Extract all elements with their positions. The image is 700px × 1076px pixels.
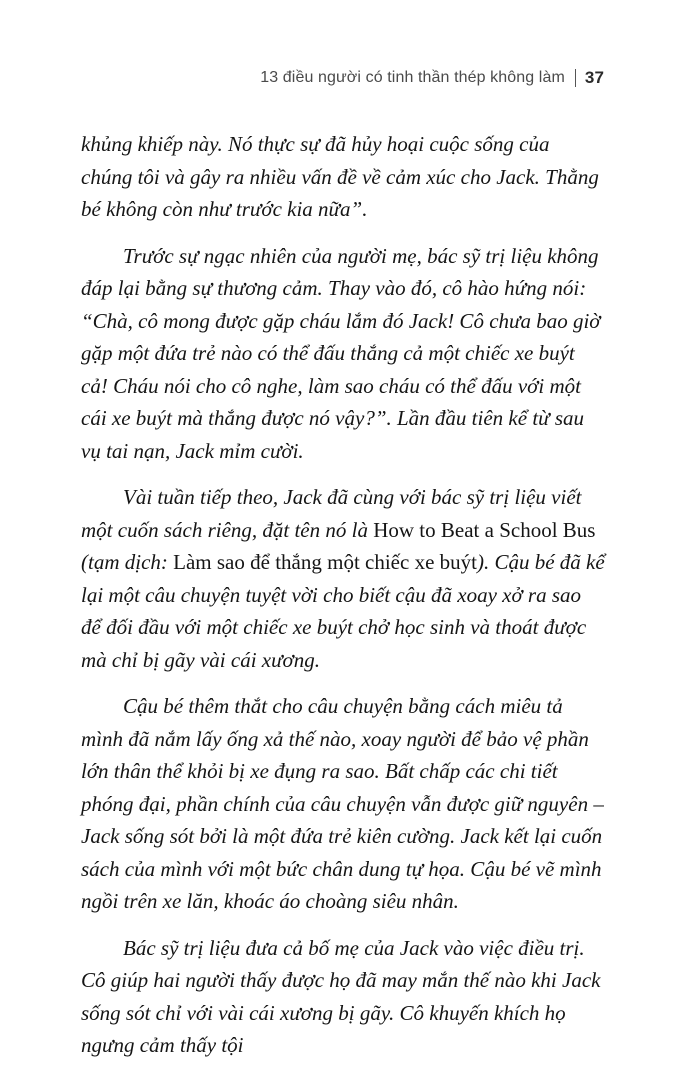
paragraph-3-text-before: Vài tuần tiếp theo, Jack đã cùng với bác sỹ trị liệu viết một cuốn sách riêng, đặt tên nó là [81, 485, 582, 542]
page-number: 37 [584, 68, 604, 87]
book-title: 13 điều người có tinh thần thép không làm [260, 69, 565, 86]
paragraph-3-text-after: ). Cậu bé đã kể lại một câu chuyện tuyệt vời cho biết cậu đã xoay xở ra sao để đối đầu với một chiếc xe buýt chở học sinh và thoát được mà chỉ bị gãy vài cái xương. [81, 550, 605, 672]
running-header [260, 68, 604, 88]
paragraph-2: Trước sự ngạc nhiên của người mẹ, bác sỹ trị liệu không đáp lại bằng sự thương cảm. Thay vào đó, cô hào hứng nói: “Chà, cô mong được gặp cháu lắm đó Jack! Cô chưa bao giờ gặp một đứa trẻ nào có thể đấu thắng cả một chiếc xe buýt cả! Cháu nói cho cô nghe, làm sao cháu có thể đấu với một cái xe buýt mà thắng được nó vậy?”. Lần đầu tiên kể từ sau vụ tai nạn, Jack mỉm cười. [81, 243, 601, 463]
paragraph-1: khủng khiếp này. Nó thực sự đã hủy hoại cuộc sống của chúng tôi và gây ra nhiều vấn đề về cảm xúc cho Jack. Thằng bé không còn như trước kia nữa”. [81, 132, 599, 221]
page-body [81, 128, 606, 1076]
paragraph-4: Cậu bé thêm thắt cho câu chuyện bằng cách miêu tả mình đã nắm lấy ống xả thế nào, xoay người để bảo vệ phần lớn thân thể khỏi bị xe đụng ra sao. Bất chấp các chi tiết phóng đại, phần chính của câu chuyện vẫn được giữ nguyên – Jack sống sót bởi là một đứa trẻ kiên cường. Jack kết lại cuốn sách của mình với một bức chân dung tự họa. Cậu bé vẽ mình ngồi trên xe lăn, khoác áo choàng siêu nhân. [81, 694, 604, 913]
book-title-english: How to Beat a School Bus [373, 517, 596, 542]
paragraph-3-text-middle: (tạm dịch: [81, 550, 174, 574]
header-divider [575, 69, 576, 87]
book-title-translated: Làm sao để thắng một chiếc xe buýt [173, 550, 477, 574]
paragraph-3 [81, 481, 606, 676]
paragraph-5: Bác sỹ trị liệu đưa cả bố mẹ của Jack vào việc điều trị. Cô giúp hai người thấy được họ đã may mắn thế nào khi Jack sống sót chỉ với vài cái xương bị gãy. Cô khuyến khích họ ngưng cảm thấy tội [81, 935, 601, 1057]
